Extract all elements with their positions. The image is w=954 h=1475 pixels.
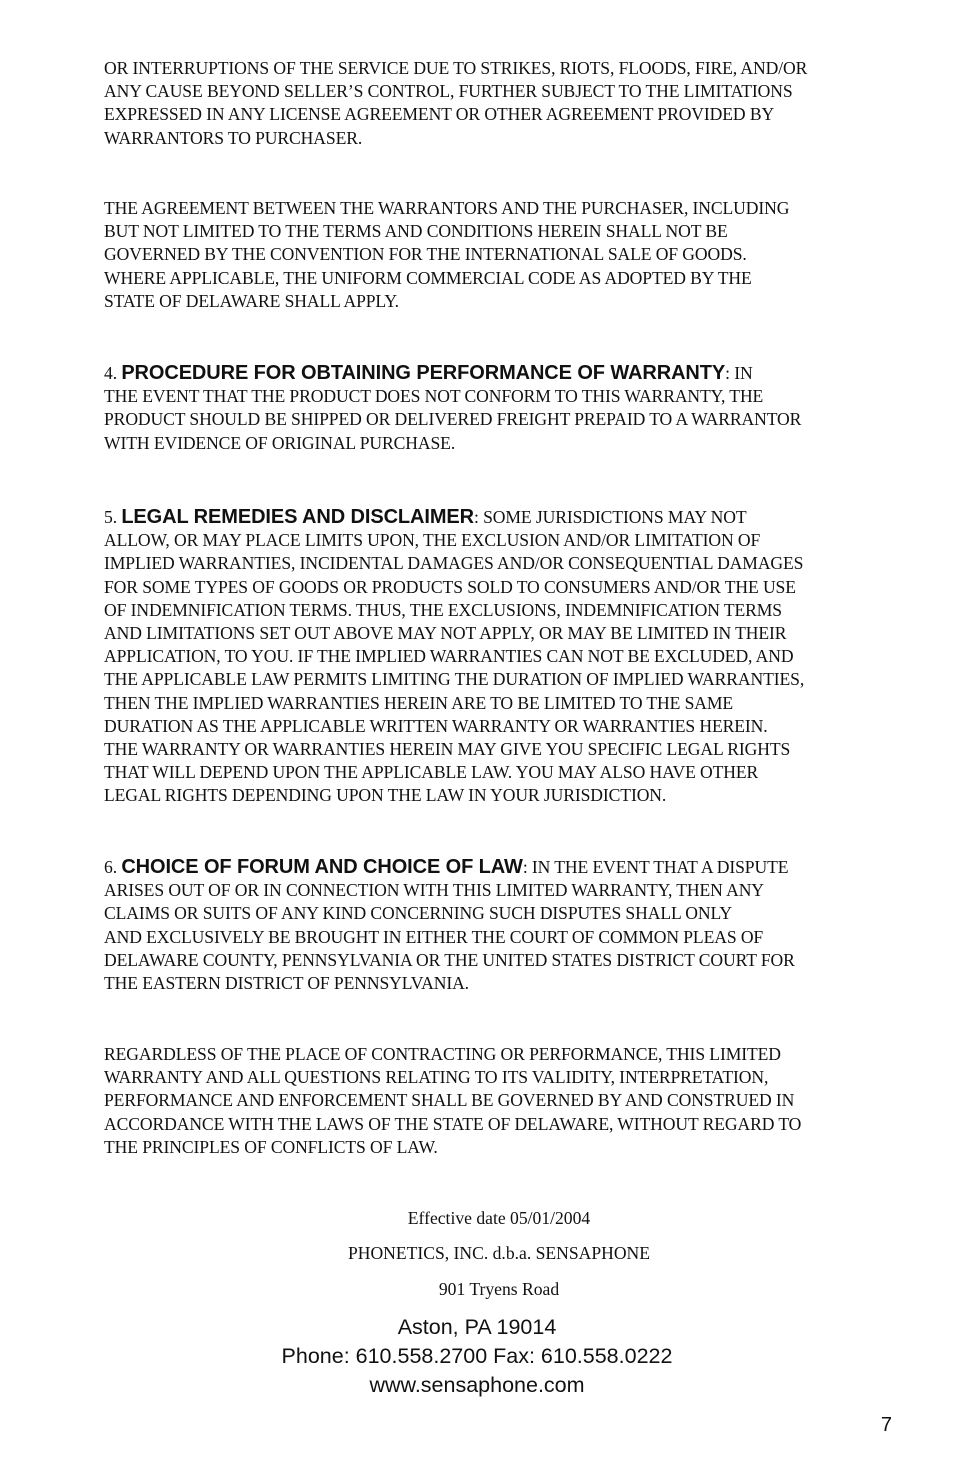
- effective-date: Effective date 05/01/2004: [407, 1208, 591, 1228]
- phone-fax: Phone: 610.558.2700 Fax: 610.558.0222: [281, 1344, 673, 1368]
- section-body: : SOME JURISDICTIONS MAY NOT ALLOW, OR MAY PLACE LIMITS UPON, THE EXCLUSION AND/OR LIMITATION OF IMPLIED WARRANTIES, INCIDENTAL DAMAGES AND/OR CONSEQUENTIAL DAMAGES FOR SOME TYPES OF GOODS OR PRODUCTS SOLD TO CONSUMERS AND/OR THE USE OF INDEMNIFICATION TERMS. THUS, THE EXCLUSIONS, INDEMNIFICATION TERMS AND LIMITATIONS SET OUT ABOVE MAY NOT APPLY, OR MAY BE LIMITED IN THEIR APPLICATION, TO YOU. IF THE IMPLIED WARRANTIES CAN NOT BE EXCLUDED, AND THE APPLICABLE LAW PERMITS LIMITING THE DURATION OF IMPLIED WARRANTIES, THEN THE IMPLIED WARRANTIES HEREIN ARE TO BE LIMITED TO THE SAME DURATION AS THE APPLICABLE WRITTEN WARRANTY OR WARRANTIES HEREIN. THE WARRANTY OR WARRANTIES HEREIN MAY GIVE YOU SPECIFIC LEGAL RIGHTS THAT WILL DEPEND UPON THE APPLICABLE LAW. YOU MAY ALSO HAVE OTHER LEGAL RIGHTS DEPENDING UPON THE LAW IN YOUR JURISDICTION.: [104, 507, 805, 806]
- section-body: : IN THE EVENT THAT A DISPUTE ARISES OUT OF OR IN CONNECTION WITH THIS LIMITED WARRANTY, THEN ANY CLAIMS OR SUITS OF ANY KIND CONCERNING SUCH DISPUTES SHALL ONLY AND EXCLUSIVELY BE BROUGHT IN EITHER THE COURT OF COMMON PLEAS OF DELAWARE COUNTY, PENNSYLVANIA OR THE UNITED STATES DISTRICT COURT FOR THE EASTERN DISTRICT OF PENNSYLVANIA.: [104, 857, 795, 994]
- section-number: 4.: [104, 363, 117, 383]
- paragraph-regardless: REGARDLESS OF THE PLACE OF CONTRACTING OR PERFORMANCE, THIS LIMITED WARRANTY AND ALL QUESTIONS RELATING TO ITS VALIDITY, INTERPRETATION, PERFORMANCE AND ENFORCEMENT SHALL BE GOVERNED BY AND CONSTRUED IN ACCORDANCE WITH THE LAWS OF THE STATE OF DELAWARE, WITHOUT REGARD TO THE PRINCIPLES OF CONFLICTS OF LAW.: [104, 1044, 802, 1157]
- section-number: 5.: [104, 507, 117, 527]
- website-link[interactable]: www.sensaphone.com: [369, 1373, 585, 1397]
- section-number: 6.: [104, 857, 117, 877]
- street-address: 901 Tryens Road: [438, 1279, 560, 1299]
- page-number: 7: [880, 1414, 892, 1436]
- section-body: : IN THE EVENT THAT THE PRODUCT DOES NOT CONFORM TO THIS WARRANTY, THE PRODUCT SHOULD BE SHIPPED OR DELIVERED FREIGHT PREPAID TO A WARRANTOR WITH EVIDENCE OF ORIGINAL PURCHASE.: [104, 363, 802, 453]
- section-heading: PROCEDURE FOR OBTAINING PERFORMANCE OF WARRANTY: [121, 362, 726, 384]
- section-heading: CHOICE OF FORUM AND CHOICE OF LAW: [121, 856, 523, 878]
- city-state-zip: Aston, PA 19014: [397, 1315, 557, 1339]
- section-4-procedure: [104, 362, 904, 455]
- paragraph-governing-agreement: THE AGREEMENT BETWEEN THE WARRANTORS AND THE PURCHASER, INCLUDING BUT NOT LIMITED TO THE TERMS AND CONDITIONS HEREIN SHALL NOT BE GOVERNED BY THE CONVENTION FOR THE INTERNATIONAL SALE OF GOODS. WHERE APPLICABLE, THE UNIFORM COMMERCIAL CODE AS ADOPTED BY THE STATE OF DELAWARE SHALL APPLY.: [104, 198, 790, 311]
- section-6-choice-of-forum: [104, 856, 904, 995]
- company-name: PHONETICS, INC. d.b.a. SENSAPHONE: [347, 1243, 651, 1263]
- section-5-legal-remedies: [104, 506, 904, 808]
- paragraph-interruptions: OR INTERRUPTIONS OF THE SERVICE DUE TO STRIKES, RIOTS, FLOODS, FIRE, AND/OR ANY CAUSE BEYOND SELLER’S CONTROL, FURTHER SUBJECT TO THE LIMITATIONS EXPRESSED IN ANY LICENSE AGREEMENT OR OTHER AGREEMENT PROVIDED BY WARRANTORS TO PURCHASER.: [104, 58, 808, 148]
- section-heading: LEGAL REMEDIES AND DISCLAIMER: [121, 506, 474, 528]
